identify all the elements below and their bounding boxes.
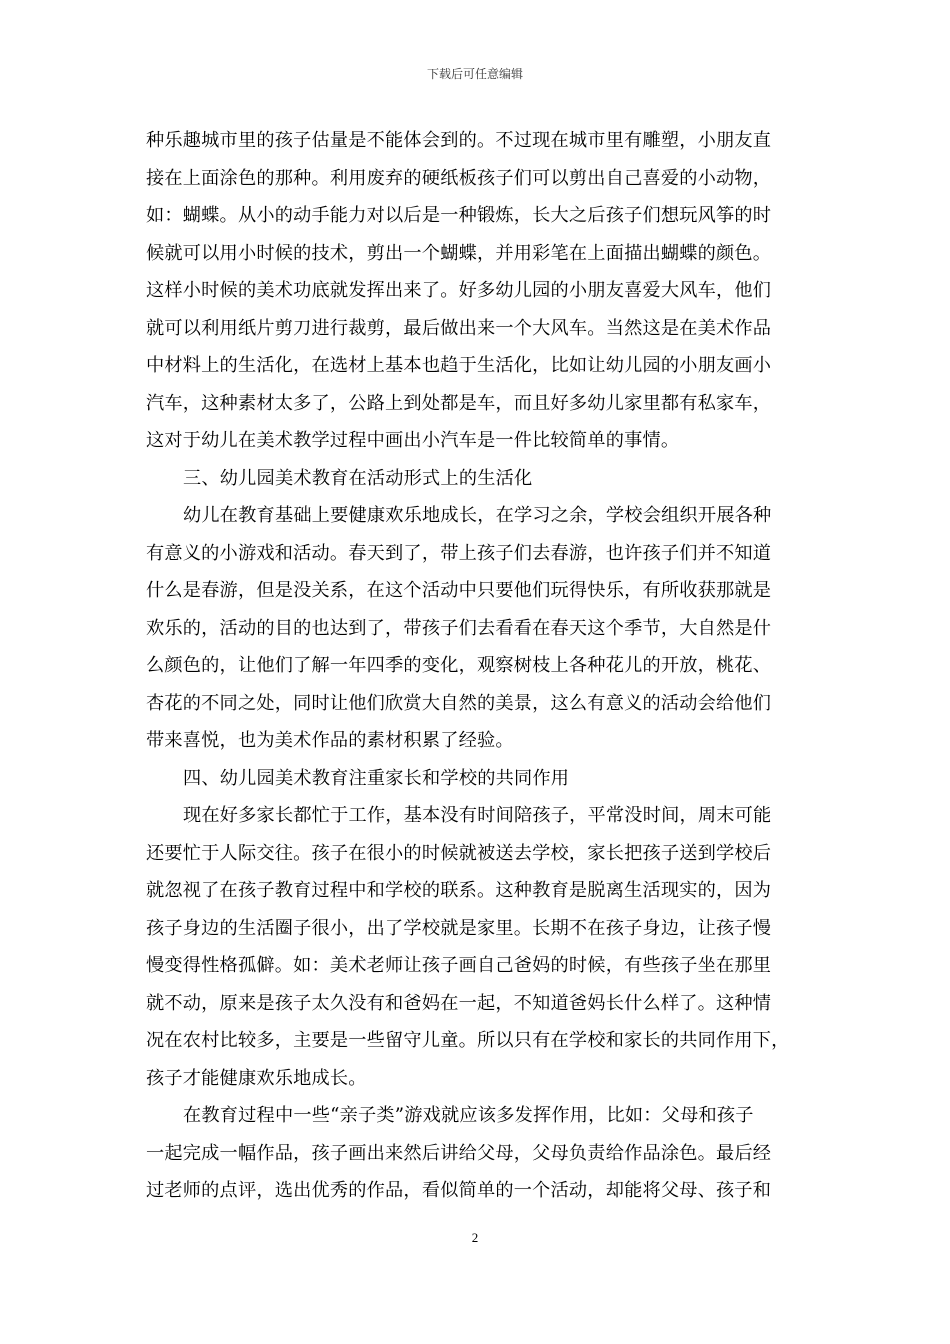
- text-line: 候就可以用小时候的技术，剪出一个蝴蝶，并用彩笔在上面描出蝴蝶的颜色。: [146, 242, 772, 264]
- text-line: 么颜色的，让他们了解一年四季的变化，观察树枝上各种花儿的开放，桃花、: [146, 655, 772, 676]
- text-line: 欢乐的，活动的目的也达到了，带孩子们去看看在春天这个季节，大自然是什: [146, 617, 772, 639]
- text-line: 这样小时候的美术功底就发挥出来了。好多幼儿园的小朋友喜爱大风车，他们: [146, 280, 772, 301]
- text-line: 还要忙于人际交往。孩子在很小的时候就被送去学校，家长把孩子送到学校后: [146, 842, 772, 864]
- text-line: 接在上面涂色的那种。利用废弃的硬纸板孩子们可以剪出自己喜爱的小动物，: [146, 167, 772, 189]
- text-line: 带来喜悦，也为美术作品的素材积累了经验。: [146, 730, 514, 751]
- text-line: 汽车，这种素材太多了，公路上到处都是车，而且好多幼儿家里都有私家车，: [146, 392, 772, 414]
- text-line: 孩子才能健康欢乐地成长。: [146, 1067, 367, 1089]
- text-line: 过老师的点评，选出优秀的作品，看似简单的一个活动，却能将父母、孩子和: [146, 1180, 772, 1201]
- text-line: 三、幼儿园美术教育在活动形式上的生活化: [183, 467, 533, 489]
- text-line: 在教育过程中一些“亲子类”游戏就应该多发挥作用，比如：父母和孩子: [183, 1105, 754, 1126]
- document-body: [146, 122, 806, 1210]
- text-line: 什么是春游，但是没关系，在这个活动中只要他们玩得快乐，有所收获那就是: [146, 580, 772, 601]
- text-line: 这对于幼儿在美术教学过程中画出小汽车是一件比较简单的事情。: [146, 430, 680, 451]
- text-line: 种乐趣城市里的孩子估量是不能体会到的。不过现在城市里有雕塑，小朋友直: [146, 130, 772, 151]
- text-line: 幼儿在教育基础上要健康欢乐地成长，在学习之余，学校会组织开展各种: [183, 505, 772, 526]
- text-line: 就不动，原来是孩子太久没有和爸妈在一起，不知道爸妈长什么样了。这种情: [146, 992, 772, 1014]
- text-line: 况在农村比较多，主要是一些留守儿童。所以只有在学校和家长的共同作用下，: [146, 1030, 790, 1051]
- text-line: 就忽视了在孩子教育过程中和学校的联系。这种教育是脱离生活现实的，因为: [146, 880, 772, 901]
- text-line: 如：蝴蝶。从小的动手能力对以后是一种锻炼，长大之后孩子们想玩风筝的时: [146, 205, 772, 226]
- text-line: 慢变得性格孤僻。如：美术老师让孩子画自己爸妈的时候，有些孩子坐在那里: [146, 955, 772, 976]
- text-line: 中材料上的生活化，在选材上基本也趋于生活化，比如让幼儿园的小朋友画小: [146, 355, 772, 376]
- text-line: 有意义的小游戏和活动。春天到了，带上孩子们去春游，也许孩子们并不知道: [146, 542, 772, 564]
- text-line: 孩子身边的生活圈子很小，出了学校就是家里。长期不在孩子身边，让孩子慢: [146, 917, 772, 939]
- text-line: 一起完成一幅作品，孩子画出来然后讲给父母，父母负责给作品涂色。最后经: [146, 1142, 772, 1164]
- page-number: 2: [471, 1230, 479, 1245]
- text-line: 杏花的不同之处，同时让他们欣赏大自然的美景，这么有意义的活动会给他们: [146, 692, 772, 714]
- text-line: 四、幼儿园美术教育注重家长和学校的共同作用: [183, 767, 570, 789]
- text-line: 就可以利用纸片剪刀进行裁剪，最后做出来一个大风车。当然这是在美术作品: [146, 317, 772, 339]
- page-header: 下载后可任意编辑: [426, 67, 523, 81]
- text-line: 现在好多家长都忙于工作，基本没有时间陪孩子，平常没时间，周末可能: [183, 805, 772, 826]
